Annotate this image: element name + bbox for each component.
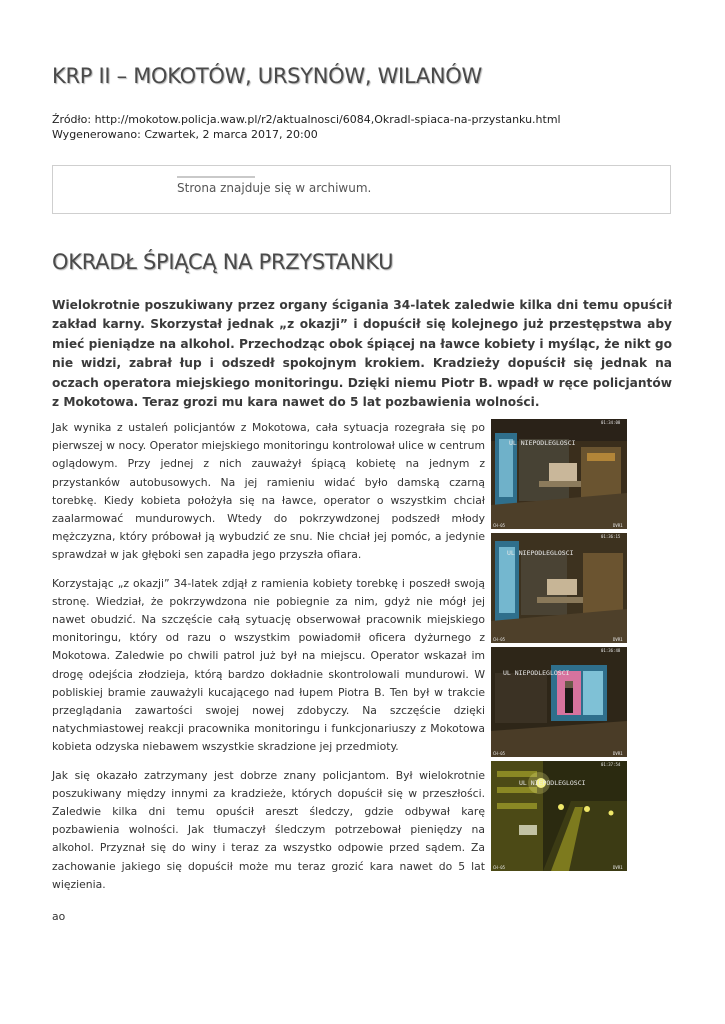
cctv-dvr-label: DVR1 — [613, 637, 623, 642]
archive-notice-bar — [177, 176, 255, 178]
cctv-channel-label: CH-05 — [493, 865, 506, 870]
cctv-channel-label: CH-05 — [493, 751, 506, 756]
article-title: OKRADŁ ŚPIĄCĄ NA PRZYSTANKU — [52, 250, 394, 274]
cctv-time-label: 01:36:15 — [601, 534, 621, 539]
cctv-time-label: 01:36:48 — [601, 648, 621, 653]
article-body — [52, 419, 485, 936]
cctv-time-label: 01:34:08 — [601, 420, 621, 425]
archive-notice-text: Strona znajduje się w archiwum. — [177, 181, 372, 195]
document-meta — [52, 113, 561, 142]
archive-notice-box — [52, 165, 671, 214]
cctv-dvr-label: DVR1 — [613, 751, 623, 756]
cctv-channel-label: CH-05 — [493, 637, 506, 642]
cctv-image — [491, 419, 627, 529]
cctv-image — [491, 761, 627, 871]
cctv-street-label: UL NIEPODLEGLOSCI — [509, 439, 576, 447]
cctv-image — [491, 533, 627, 643]
article-paragraph: Jak wynika z ustaleń policjantów z Mokotowa, cała sytuacja rozegrała się po pierwszej w nocy. Operator miejskiego monitoringu kontrolował ulice w centrum oglądowym. Przy jednej z nich zauważył śpiącą kobietę na jednym z przystanków autobusowych. Na jej ramieniu widać było damską czarną torebkę. Kiedy kobieta położyła się na ławce, operator o wszystkim chciał zaalarmować mundurowych. Wtedy do pokrzywdzonej podszedł młody mężczyzna, który próbował ją wybudzić ze snu. Nie chciał jej pomóc, a jedynie sprawdzał w jak głęboki sen zapadła jego przyszła ofiara. — [52, 421, 485, 562]
cctv-street-label: UL NIEPODLEGLOSCI — [519, 779, 586, 787]
cctv-street-label: UL NIEPODLEGLOSCI — [503, 669, 570, 677]
source-url[interactable]: Źródło: http://mokotow.policja.waw.pl/r2/aktualnosci/6084,Okradl-spiaca-na-przystanku.html — [52, 113, 561, 126]
article-signature: ao — [52, 910, 66, 924]
cctv-dvr-label: DVR1 — [613, 865, 623, 870]
cctv-time-label: 01:37:54 — [601, 762, 621, 767]
site-title: KRP II – MOKOTÓW, URSYNÓW, WILANÓW — [52, 64, 482, 88]
cctv-image — [491, 647, 627, 757]
article-lead: Wielokrotnie poszukiwany przez organy ścigania 34-latek zaledwie kilka dni temu opuścił zakład karny. Skorzystał jednak „z okazji” i dopuścił się kolejnego już przestępstwa aby mieć pieniądze na alkohol. Przechodząc obok śpiącej na ławce kobiety i myśląc, że nikt go nie widzi, zabrał łup i odszedł spokojnym krokiem. Kradzieży dopuścił się jednak na oczach operatora miejskiego monitoringu. Dzięki niemu Piotr B. wpadł w ręce policjantów z Mokotowa. Teraz grozi mu kara nawet do 5 lat pozbawienia wolności. — [52, 298, 672, 410]
generated-date: Wygenerowano: Czwartek, 2 marca 2017, 20:00 — [52, 127, 318, 141]
cctv-street-label: UL NIEPODLEGLOSCI — [507, 549, 574, 557]
cctv-dvr-label: DVR1 — [613, 523, 623, 528]
article-paragraph: Korzystając „z okazji” 34-latek zdjął z ramienia kobiety torebkę i poszedł swoją stronę. Wiedział, że pokrzywdzona nie pobiegnie za nim, gdyż nie mógł jej nawet obudzić. Na szczęście całą sytuację obserwował pracownik miejskiego monitoringu, który od razu o wszystkim powiadomił oficera dyżurnego z Mokotowa. Zaledwie po chwili patrol już był na miejscu. Operator wskazał im drogę odejścia złodzieja, którą bardzo dokładnie skontrolowali mundurowi. W pobliskiej bramie zauważyli kucającego nad łupem Piotra B. Ten był w trakcie przeglądania zawartości swojej nowej zdobyczy. Na szczęście dzięki natychmiastowej reakcji pracownika monitoringu i funkcjonariuszy z Mokotowa kobieta odzyska niebawem wszystkie skradzione jej przedmioty. — [52, 576, 485, 754]
cctv-channel-label: CH-05 — [493, 523, 506, 528]
article-paragraph: Jak się okazało zatrzymany jest dobrze znany policjantom. Był wielokrotnie poszukiwany między innymi za kradzieże, których dopuścił się w przeszłości. Zaledwie kilka dni temu opuścił areszt śledczy, gdzie odbywał karę pozbawienia wolności. Jak tłumaczył śledczym potrzebował pieniędzy na alkohol. Przyznał się do winy i teraz za wszystko odpowie przed sądem. Za zachowanie jakiego się dopuścił może mu teraz grozić kara nawet do 5 lat więzienia. — [52, 768, 485, 891]
